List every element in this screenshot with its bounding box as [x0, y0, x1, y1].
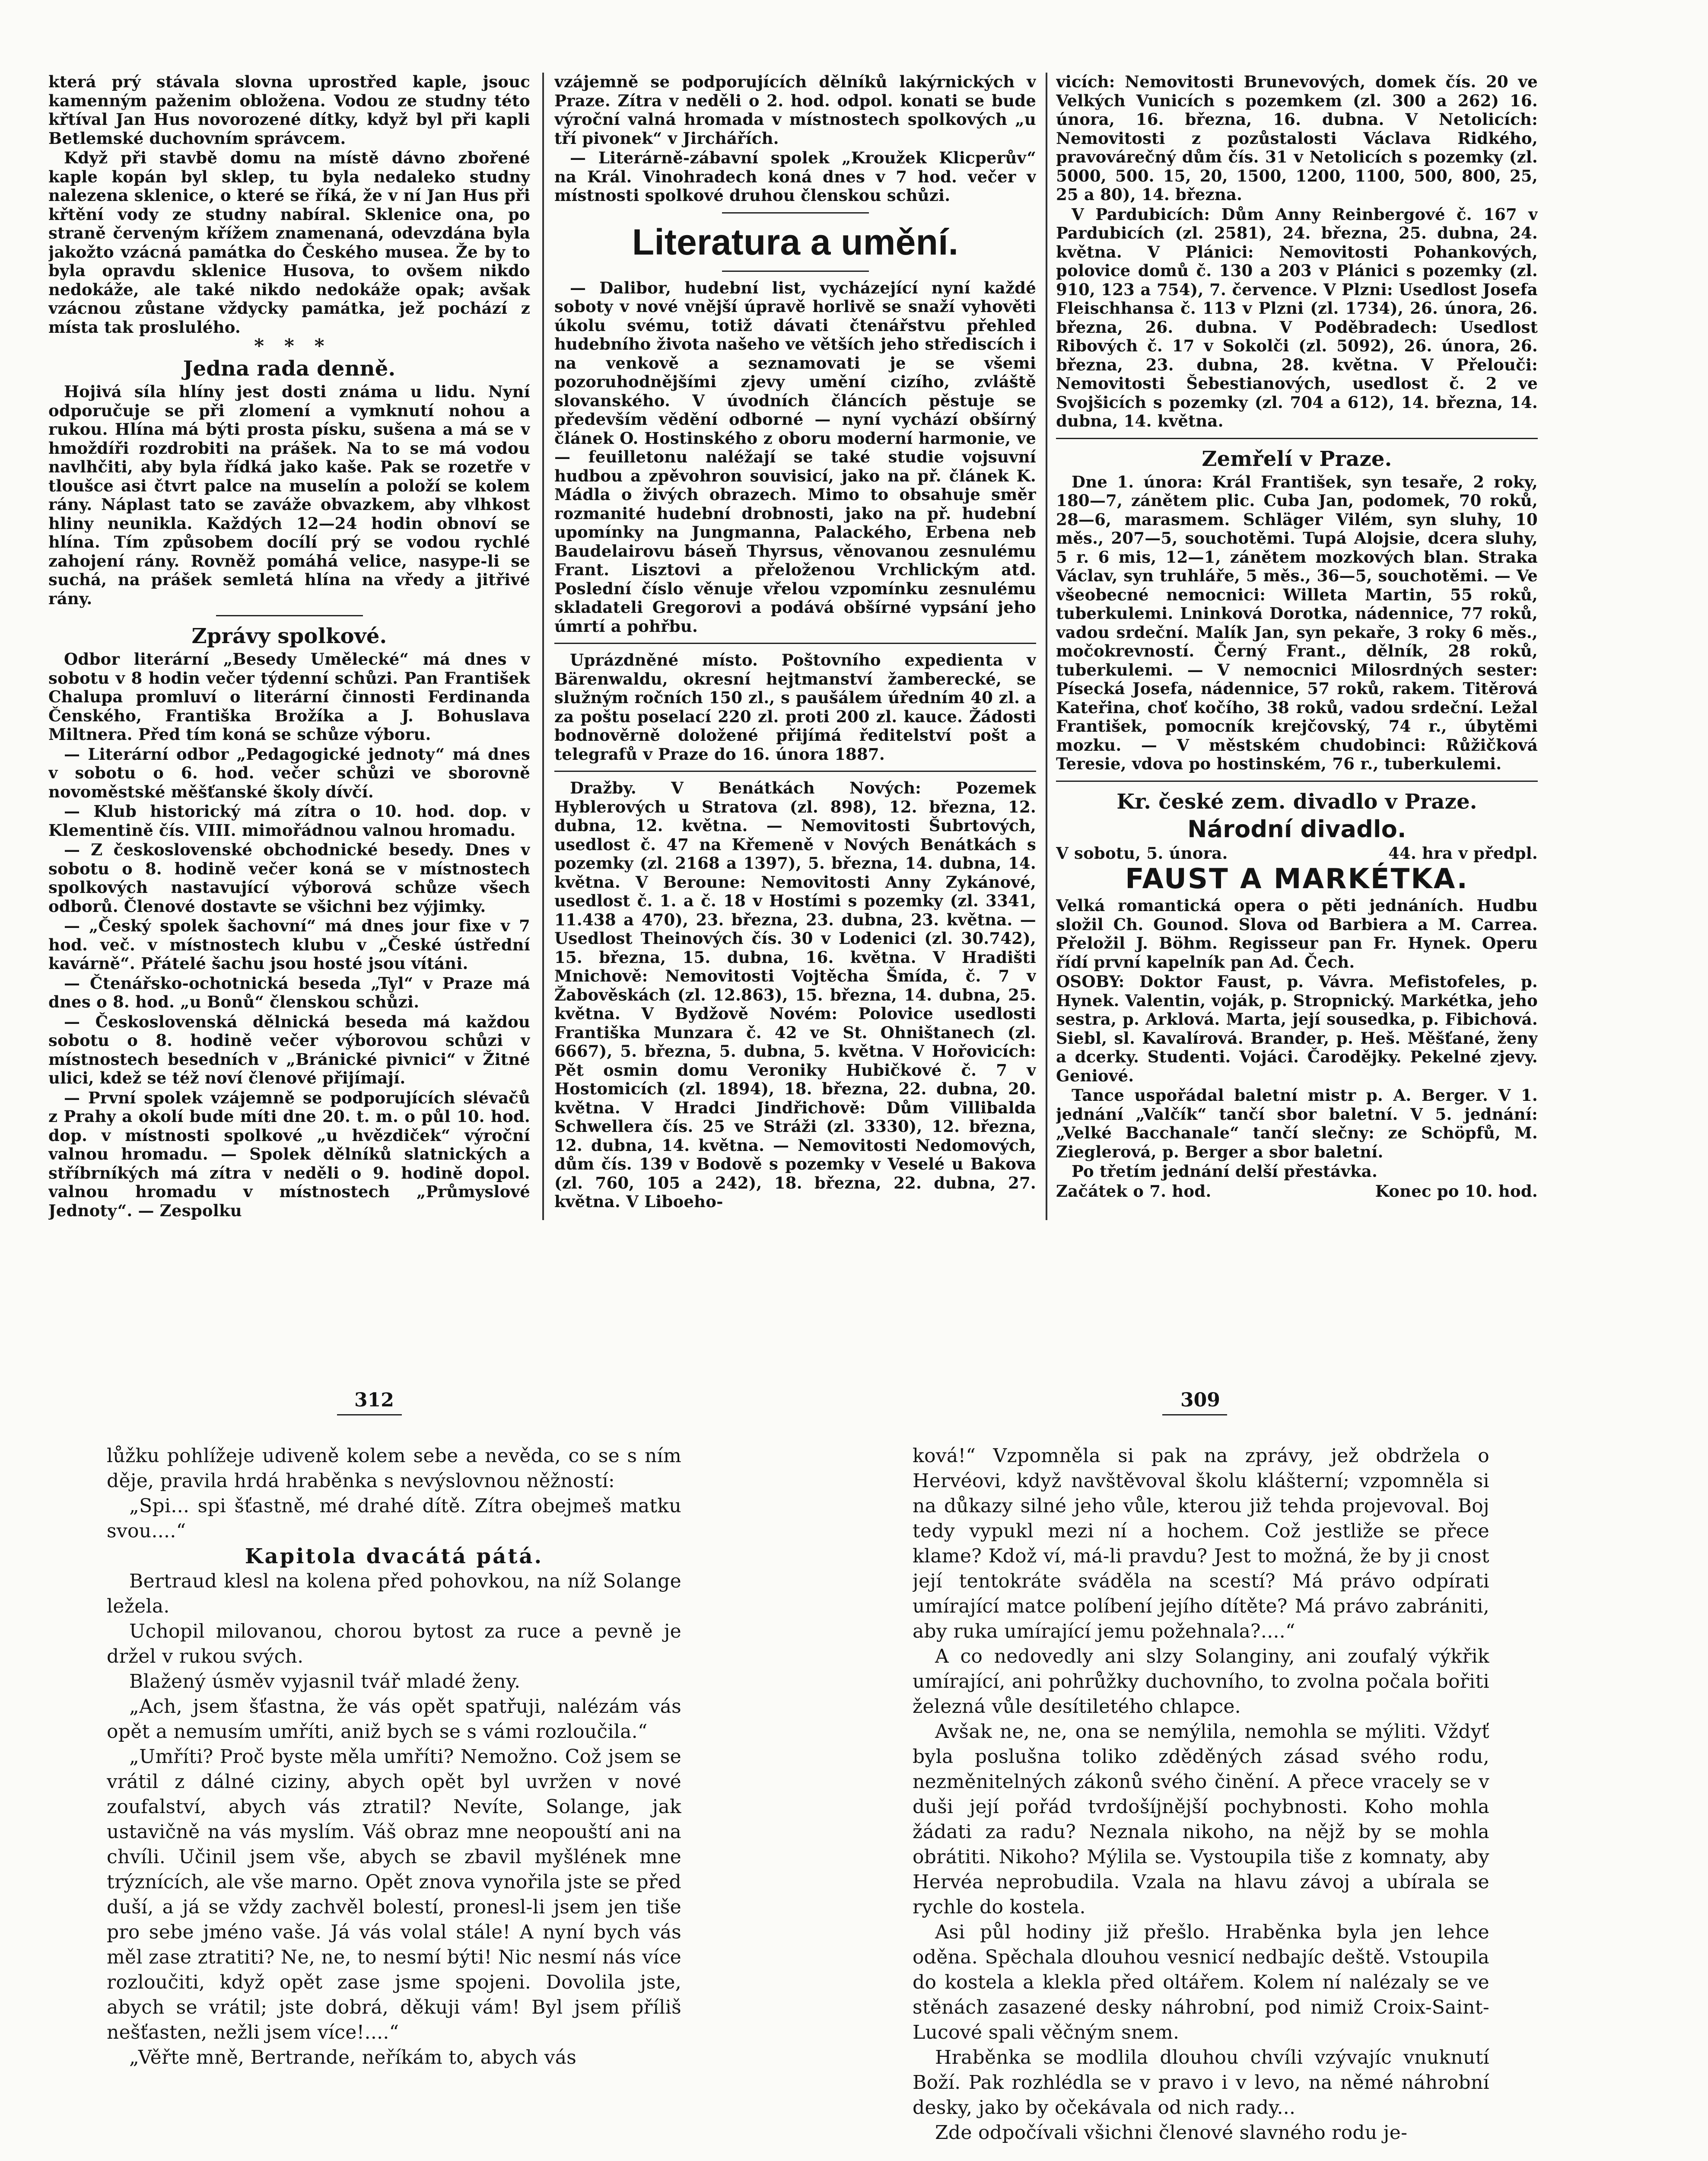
divider [722, 212, 869, 214]
paragraph: Hojivá síla hlíny jest dosti známa u lidu. Nyní odporučuje se při zlomení a vymknutí nohou a rukou. Hlína má býti prosta písku, sušena a má se v hmoždíři rozdrobiti na prášek. Na to se má vodou navlhčiti, aby byla řídká jako kaše. Pak se rozetře v tloušce asi čtvrt palce na muselín a položí se kolem rány. Náplast tato se zaváže obvazkem, aby vlhkost hliny neunikla. Každých 12—24 hodin obnoví se hlína. Tím způsobem docílí prý se vodou rychlé zahojení rány. Rovněž pomáhá velice, nasype-li se suchá, na prášek semletá hlína na vředy a jitřivé rány. [48, 382, 530, 608]
section-ornament: * * * [254, 335, 324, 357]
paragraph: „Věřte mně, Bertrande, neříkám to, abych vás [129, 2046, 577, 2069]
section-subheading: Národní divadlo. [1187, 815, 1406, 843]
paragraph: Velká romantická opera o pěti jednáních. Hudbu složil Ch. Gounod. Slova od Barbiera a M. Carrea. Přeložil J. Böhm. Regisseur pan Fr. Hynek. Operu řídí první kapelník pan Ad. Čech. [1056, 896, 1538, 972]
paragraph: ková!“ Vzpomněla si pak na zprávy, jež obdržela o Hervéovi, když navštěvoval školu klášterní; vzpomněla si na důkazy silné jeho vůle, kterou již tehda projevoval. Boj tedy vypukl mezi ní a hochem. Což jestliže se přece klame? Kdož ví, má-li pravdu? Jest to možná, že by ji cnost její tentokráte sváděla na scestí? Má právo odpírati umírající matce políbení jejího dítěte? Má právo zabrániti, aby ruka umírající jemu požehnala?....“ [913, 1445, 1489, 1642]
paragraph: lůžku pohlížeje udiveně kolem sebe a nevěda, co se s ním děje, pravila hrdá hraběnka s nevýslovnou něžností: [107, 1445, 681, 1492]
paragraph: — Literárně-zábavní spolek „Kroužek Klicperův“ na Král. Vinohradech koná dnes v 7 hod. večer v místnosti spolkové druhou členskou schůzi. [554, 148, 1036, 205]
page-footer [913, 2158, 1489, 2161]
paragraph: — První spolek vzájemně se podporujících slévačů z Prahy a okolí bude míti dne 20. t. m. o půl 10. hod. dop. v místnosti spolkové „u hvězdiček“ výroční valnou hromadu. — Spolek dělníků slatnických a stříbrníkých má zítra v neděli o 9. hodině dopol. valnou hromadu v místnostech „Průmyslové Jednoty“. — Zespolku [48, 1088, 530, 1220]
page-number-rule [337, 1414, 402, 1415]
newspaper-column-2 [554, 73, 1036, 1231]
divider [216, 615, 363, 616]
paragraph: vzájemně se podporujících dělníků lakýrnických v Praze. Zítra v neděli o 2. hod. odpol. konati se bude výroční valná hromada v místnostech spolkových „u tří pivonek“ v Jirchářích. [554, 73, 1036, 148]
program-date-row [1056, 844, 1538, 863]
book-page-left [107, 1444, 681, 2161]
paragraph: „Spi... spi šťastně, mé drahé dítě. Zítra obejmeš matku svou....“ [107, 1495, 681, 1542]
paragraph: Bertraud klesl na kolena před pohovkou, na níž Solange ležela. [107, 1570, 681, 1617]
paragraph: Když při stavbě domu na místě dávno zbořené kaple kopán byl sklep, tu byla nedaleko studny nalezena sklenice, o které se říká, že v ní Jan Hus při křtění vody ze studny nabíral. Sklenice ona, po straně červeným křížem znamenaná, odevzdána byla jakožto vzácná památka do Českého musea. Že by to byla opravdu sklenice Husova, to ovšem nikdo nedokáže, ale také nikdo nedokáže opak; avšak vzácnou zůstane vždycky památka, jež pochází z místa tak proslulého. [48, 148, 530, 337]
program-title: FAUST A MARKÉTKA. [1125, 863, 1469, 895]
paragraph: — Dalibor, hudební list, vycházející nyní každé soboty v nové vnější úpravě horlivě se snaží vyhověti úkolu svému, totiž dávati čtenářstvu přehled hudebního života našeho ve větších jeho střediscích i na venkově a seznamovati je se všemi pozoruhodnějšími zjevy umění cizího, zvláště slovanského. V úvodních článcích pěstuje se především vědění odborné — nyní vychází obšírný článek O. Hostinského z oboru moderní harmonie, ve — feuilletonu naléžají se také studie vojsuvní hudbou a zpěvohron souvisicí, jako na př. článek K. Mádla o živých obrazech. Mimo to obsahuje směr rozmanité hudební drobnosti, jako na př. hudební upomínky na Jungmanna, Palackého, Erbena neb Baudelairovu báseň Thyrsus, věnovanou zesnulému Frant. Lisztovi a přeloženou Vrchlickým atd. Poslední číslo věnuje vřelou vzpomínku zesnulému skladateli Gregorovi a podává obšírné vypsání jeho úmrtí a pohřbu. [554, 278, 1036, 636]
divider [722, 271, 869, 272]
paragraph: Hraběnka se modlila dlouhou chvíli vzývajíc vnuknutí Boží. Pak rozhlédla se v pravo i v levo, na němé náhrobní desky, jako by očekávala od nich rady... [913, 2046, 1489, 2119]
section-heading: Zprávy spolkové. [191, 624, 387, 648]
divider [1056, 781, 1538, 782]
paragraph: — „Český spolek šachovní“ má dnes jour fixe v 7 hod. več. v místnostech klubu v „České ústřední kavárně“. Přátelé šachu jsou hosté jsou vítáni. [48, 916, 530, 973]
paragraph: Dne 1. února: Král František, syn tesaře, 2 roky, 180—7, zánětem plic. Cuba Jan, podomek, 70 roků, 28—6, marasmem. Schläger Vilém, syn sluhy, 10 měs., 207—5, souchotěmi. Tupá Alojsie, dcera sluhy, 5 r. 6 mis, 12—1, zánětem mozkových blan. Straka Václav, syn truhláře, 5 měs., 36—5, souchotěmi. — Ve všeobecné nemocnici: Willeta Martin, 55 roků, tuberkulemi. Lninková Dorotka, nádennice, 77 roků, vadou srdeční. Malík Jan, syn pekaře, 3 roky 6 měs., močokrevností. Černý Frant., dělník, 28 roků, tuberkulemi. — V nemocnici Milosrdných sester: Písecká Josefa, nádennice, 57 roků, rakem. Titěrová Kateřina, choť kočího, 38 roků, vadou srdeční. Ležal František, pomocník krejčovský, 74 r., úbytěmi mozku. — V městském chudobinci: Růžičková Teresie, vdova po hostinském, 76 r., tuberkulemi. [1056, 472, 1538, 773]
program-start: Začátek o 7. hod. [1056, 1181, 1212, 1201]
page-number-left: 312 [354, 1389, 394, 1411]
divider [554, 771, 1036, 772]
paragraph: A co nedovedly ani slzy Solanginy, ani zoufalý výkřik umírající, ani pohrůžky duchovního, to zvolna počala bořiti železná vůle desítiletého chlapce. [913, 1645, 1489, 1718]
paragraph: — Klub historický má zítra o 10. hod. dop. v Klementině čís. VIII. mimořádnou valnou hromadu. [48, 802, 530, 840]
paragraph: OSOBY: Doktor Faust, p. Vávra. Mefistofeles, p. Hynek. Valentin, voják, p. Stropnický. Markétka, jeho sestra, p. Arklová. Marta, její sousedka, p. Fibichová. Siebl, sl. Kavalírová. Brander, p. Heš. Měšťané, ženy a dcerky. Studenti. Vojáci. Čarodějky. Pekelné zjevy. Geniové. [1056, 972, 1538, 1085]
paragraph: V Pardubicích: Dům Anny Reinbergové č. 167 v Pardubicích (zl. 2581), 24. března, 25. dubna, 24. května. V Plánici: Nemovitosti Pohankových, polovice domů č. 130 a 203 v Plánici s pozemky (zl. 910, 123 a 754), 7. července. V Plzni: Usedlost Josefa Fleischhansa č. 113 v Plzni (zl. 1734), 26. února, 26. března, 26. dubna. V Poděbradech: Usedlost Ribových č. 17 v Sokolči (zl. 5092), 26. února, 26. března, 23. dubna, 28. května. V Přelouči: Nemovitosti Šebestianových, usedlost č. 2 ve Svojšicích s pozemky (zl. 704 a 612), 14. března, 14. dubna, 14. května. [1056, 204, 1538, 430]
paragraph: která prý stávala slovna uprostřed kaple, jsouc kamenným paženim obložena. Vodou ze studny této křtíval Jan Hus novorozené dítky, když byl při kapli Betlemské duchovním správcem. [48, 73, 530, 148]
page-number-right: 309 [1180, 1389, 1220, 1411]
program-subscription: 44. hra v předpl. [1388, 843, 1538, 863]
footer-signature-number [1465, 2158, 1489, 2161]
paragraph: Asi půl hodiny již přešlo. Hraběnka byla jen lehce oděna. Spěchala dlouhou vesnicí nedbajíc deště. Vstoupila do kostela a klekla před oltářem. Kolem ní nalézaly se ve stěnách zasazené desky náhrobní, pod nimiž Croix-Saint-Lucové spali věčným snem. [913, 1921, 1489, 2043]
paragraph: Zde odpočívali všichni členové slavného rodu je- [935, 2122, 1408, 2144]
column-rule [1046, 73, 1047, 1220]
column-rule [542, 73, 544, 1220]
section-heading: Literatura a umění. [632, 221, 959, 262]
book-page-right [913, 1444, 1489, 2161]
program-times-row [1056, 1182, 1538, 1201]
paragraph: — Čtenářsko-ochotnická beseda „Tyl“ v Praze má dnes o 8. hod. „u Bonů“ členskou schůzi. [48, 973, 530, 1011]
paragraph: — Literární odbor „Pedagogické jednoty“ má dnes v sobotu o 6. hod. večer schůzi ve sborovně novoměstské měšťanské školy dívčí. [48, 744, 530, 801]
section-heading: Kr. české zem. divadlo v Praze. [1116, 789, 1477, 814]
paragraph: Dražby. V Benátkách Nových: Pozemek Hyblerových u Stratova (zl. 898), 12. března, 12. dubna, 12. května. — Nemovitosti Šubrtových, usedlost č. 47 na Křemeně v Nových Benátkách s pozemky (zl. 2168 a 1397), 5. března, 14. dubna, 14. května. V Beroune: Nemovitosti Anny Zykánové, usedlost č. 1. a č. 18 v Hostími s pozemky (zl. 3341, 11.438 a 470), 23. března, 23. dubna, 23. května. — Usedlost Theinových čís. 30 v Lodenici (zl. 30.742), 15. března, 15. dubna, 16. května. V Hradišti Mnichově: Nemovitosti Vojtěcha Šmída, č. 7 v Žabověskách (zl. 12.863), 15. března, 14. dubna, 25. května. V Bydžově Novém: Polovice usedlosti Františka Munzara č. 42 ve St. Ohništanech (zl. 6667), 5. března, 5. dubna, 5. května. V Hořovicích: Pět osmin domu Veroniky Hubičkové č. 7 v Hostomicích (zl. 1894), 18. března, 22. dubna, 20. května. V Hradci Jindřichově: Dům Villibalda Schwellera čís. 25 ve Stráži (zl. 3330), 12. března, 12. dubna, 14. května. — Nemovitosti Nedomových, dům čís. 139 v Bodově s pozemky v Veselé u Bakova (zl. 760, 105 a 242), 18. března, 22. dubna, 27. května. V Liboeho- [554, 778, 1036, 1211]
paragraph: — Československá dělnická beseda má každou sobotu o 8. hodině večer výborovou schůzi v místnostech besedních v „Bránické pivnici“ v Žitné ulici, kdež se též noví členové přijímají. [48, 1012, 530, 1087]
paragraph: Uchopil milovanou, chorou bytost za ruce a pevně je držel v rukou svých. [107, 1620, 681, 1667]
paragraph: Blažený úsměv vyjasnil tvář mladé ženy. [129, 1670, 521, 1692]
paragraph: Odbor literární „Besedy Umělecké“ má dnes v sobotu v 8 hodin večer týdenní schůzi. Pan František Chalupa promluví o literární činnosti Ferdinanda Čenského, Františka Brožíka a J. Bohuslava Miltnera. Před tím koná se schůze výboru. [48, 650, 530, 744]
paragraph: Avšak ne, ne, ona se nemýlila, nemohla se mýliti. Vždyť byla poslušna toliko zděděných zásad svého rodu, nezměnitelných zákonů svého činění. A přece vracely se v duši její pořád tvrdošíjnější pochybnosti. Koho mohla žádati za radu? Neznala nikoho, na nějž by se mohla obrátiti. Nikoho? Mýlila se. Vystoupila tiše z komnaty, aby Hervéa neprobudila. Vzala na hlavu závoj a ubírala se rychle do kostela. [913, 1721, 1489, 1918]
paragraph: — Z československé obchodnické besedy. Dnes v sobotu o 8. hodině večer koná se v místnostech spolkových nastavující výborová schůze všech odborů. Členové dostavte se všichni bez výjimky. [48, 840, 530, 916]
paragraph: Uprázdněné místo. Poštovního expedienta v Bärenwaldu, okresní hejtmanství žamberecké, se služným ročních 150 zl., s paušálem úředním 40 zl. a za poštu poselací 220 zl. proti 200 zl. kauce. Žádosti bodnověrně doložené přijímá ředitelství pošt a telegrafů v Praze do 16. února 1887. [554, 650, 1036, 764]
paragraph: „Ach, jsem šťastna, že vás opět spatřuji, nalézám vás opět a nemusím umříti, aniž bych se s vámi rozloučila.“ [107, 1696, 681, 1743]
footer-title [913, 2158, 1152, 2161]
program-date: V sobotu, 5. února. [1056, 843, 1228, 863]
paragraph: Po třetím jednání delší přestávka. [1072, 1162, 1378, 1181]
program-end: Konec po 10. hod. [1375, 1181, 1538, 1201]
newspaper-column-3 [1056, 73, 1538, 1231]
newspaper-column-1 [48, 73, 530, 1231]
divider [1056, 438, 1538, 439]
section-heading: Jednа rada denně. [183, 357, 396, 381]
page-number-rule [1162, 1414, 1227, 1415]
paragraph: Tance uspořádal baletní mistr p. A. Berger. V 1. jednání „Valčík“ tančí sbor baletní. V 5. jednání: „Velké Bacchanale“ tančí slečny: ze Schöpfů, M. Zieglerová, p. Berger a sbor baletní. [1056, 1086, 1538, 1161]
paragraph: „Umříti? Proč byste měla umříti? Nemožno. Což jsem se vrátil z dálné ciziny, abych opět byl uvržen v nové zoufalství, abych vás ztratil? Nevíte, Solange, jak ustavičně na vás myslím. Váš obraz mne neopouští ani na chvíli. Učinil jsem vše, abych se zbavil myšlének mne trýznících, ale vše marno. Opět znova vynořila jste se před duší, a já se vždy zachvěl bolestí, pronesl-li jsem jen tiše pro sebe jméno vaše. Já vás volal stále! A nyní bych vás měl zase ztratiti? Ne, ne, to nesmí býti! Nic nesmí nás více rozloučiti, když opět zase jsme spojeni. Dovolila jste, abych se vrátil; jste dobrá, děkuji vám! Byl jsem příliš nešťasten, nežli jsem více!....“ [107, 1746, 681, 2043]
section-heading: Zemřelí v Praze. [1202, 446, 1392, 471]
chapter-heading: Kapitola dvacátá pátá. [245, 1544, 544, 1568]
divider [554, 643, 1036, 644]
paragraph: vicích: Nemovitosti Brunevových, domek čís. 20 ve Velkých Vunicích s pozemkem (zl. 300 a 262) 16. února, 16. března, 16. dubna. V Netolicích: Nemovitosti z pozůstalosti Václava Ridkého, pravovárečný dům čís. 31 v Netolicích s pozemky (zl. 5000, 500. 15, 20, 1500, 1200, 1100, 500, 800, 25, 25 a 80), 14. března. [1056, 73, 1538, 204]
